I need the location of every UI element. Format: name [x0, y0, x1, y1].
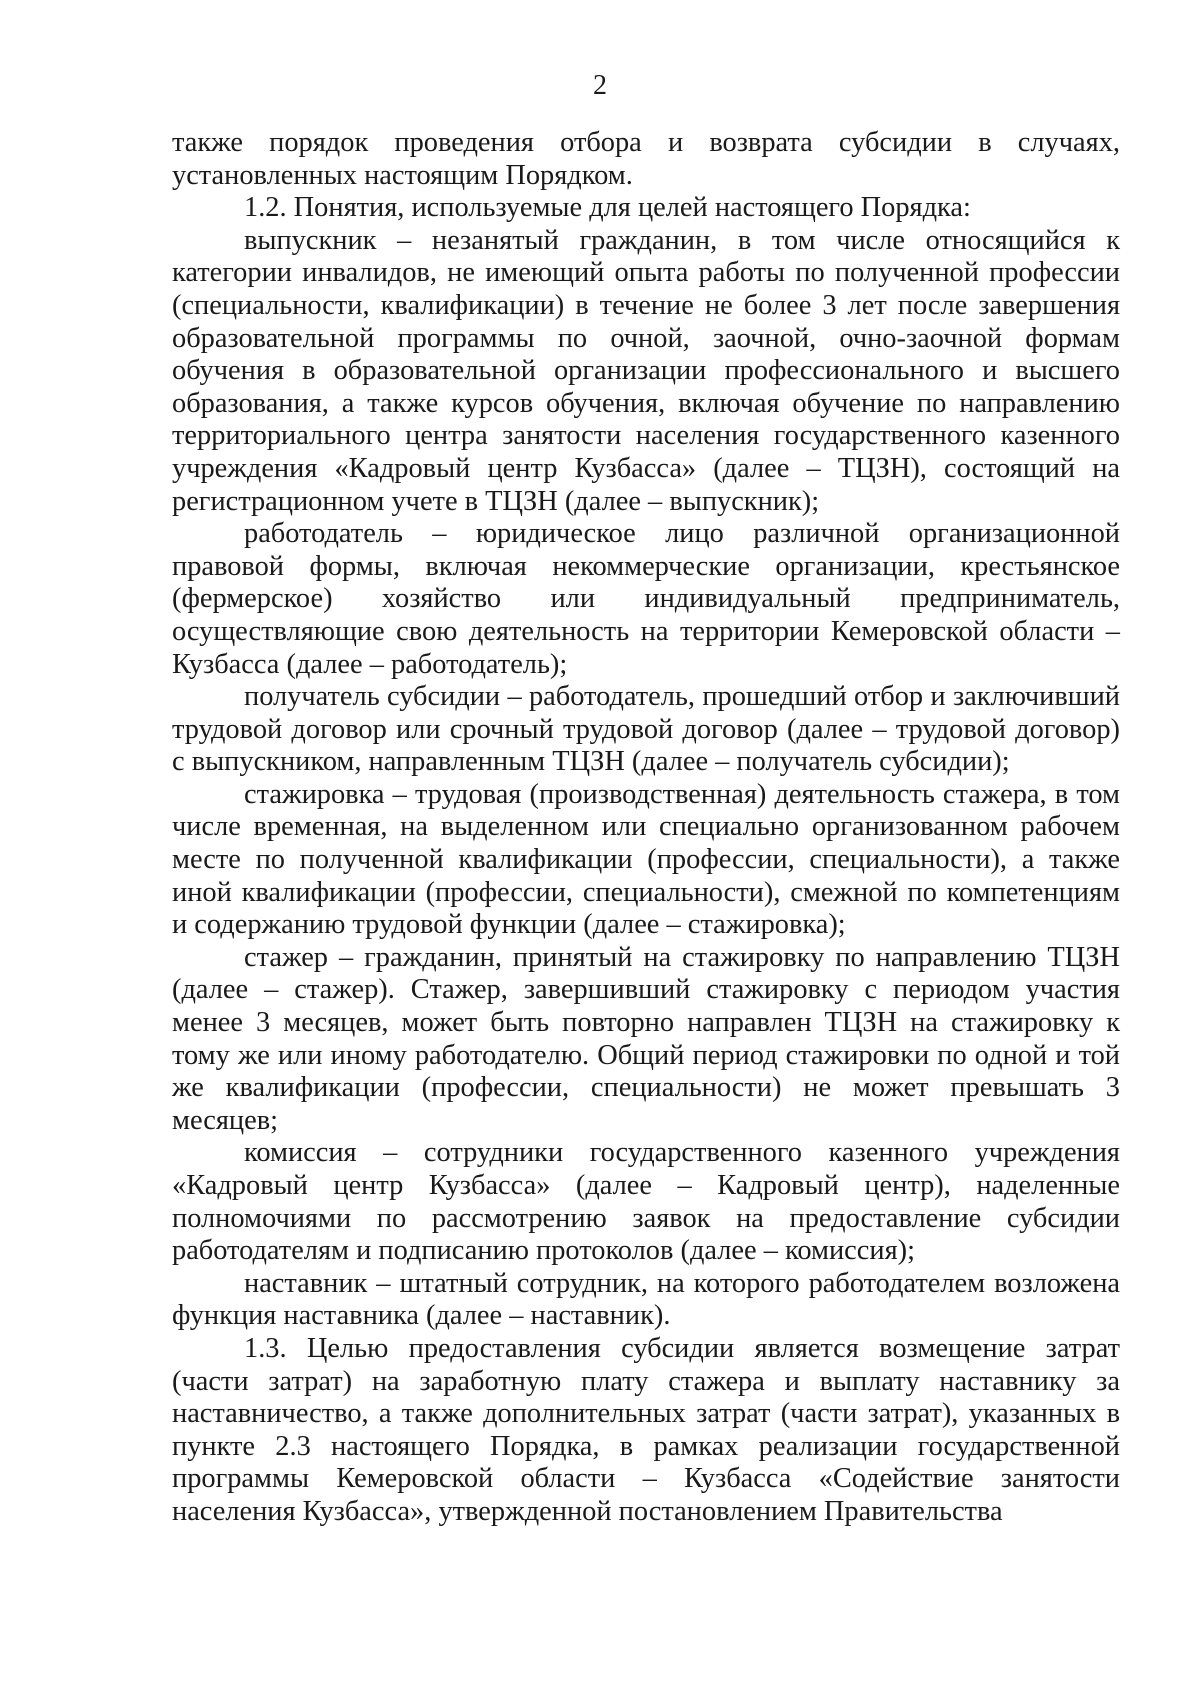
paragraph-definition-commission: комиссия – сотрудники государственного казенного учреждения «Кадровый центр Кузбасса» (далее – Кадровый центр), наделенные полномочиями по рассмотрению заявок на предоставление субсидии работодателям и подписанию протоколов (далее – комиссия);: [172, 1137, 1120, 1267]
paragraph-definition-subsidy-recipient: получатель субсидии – работодатель, прошедший отбор и заключивший трудовой договор или срочный трудовой договор (далее – трудовой договор) с выпускником, направленным ТЦЗН (далее – получатель субсидии);: [172, 681, 1120, 778]
paragraph-section-1-2: 1.2. Понятия, используемые для целей настоящего Порядка:: [244, 192, 971, 224]
paragraph-continuation: также порядок проведения отбора и возврата субсидии в случаях, установленных настоящим Порядком.: [172, 127, 1120, 191]
paragraph-definition-graduate: выпускник – незанятый гражданин, в том числе относящийся к категории инвалидов, не имеющий опыта работы по полученной профессии (специальности, квалификации) в течение не более 3 лет после завершения образовательной программы по очной, заочной, очно-заочной формам обучения в образовательной организации профессионального и высшего образования, а также курсов обучения, включая обучение по направлению территориального центра занятости населения государственного казенного учреждения «Кадровый центр Кузбасса» (далее – ТЦЗН), состоящий на регистрационном учете в ТЦЗН (далее – выпускник);: [172, 224, 1120, 517]
paragraph-definition-mentor: наставник – штатный сотрудник, на которого работодателем возложена функция наставника (далее – наставник).: [172, 1267, 1120, 1332]
paragraph-section-1-3: 1.3. Целью предоставления субсидии является возмещение затрат (части затрат) на заработную плату стажера и выплату наставнику за наставничество, а также дополнительных затрат (части затрат), указанных в пункте 2.3 настоящего Порядка, в рамках реализации государственной программы Кемеровской области – Кузбасса «Содействие занятости населения Кузбасса», утвержденной постановлением Правительства: [172, 1332, 1120, 1527]
paragraph-definition-internship: стажировка – трудовая (производственная) деятельность стажера, в том числе временная, на выделенном или специально организованном рабочем месте по полученной квалификации (профессии, специальности), а также иной квалификации (профессии, специальности), смежной по компетенциям и содержанию трудовой функции (далее – стажировка);: [172, 778, 1120, 941]
document-body: [172, 127, 1120, 1529]
paragraph-definition-intern: стажер – гражданин, принятый на стажировку по направлению ТЦЗН (далее – стажер). Стажер, завершивший стажировку с периодом участия менее 3 месяцев, может быть повторно направлен ТЦЗН на стажировку к тому же или иному работодателю. Общий период стажировки по одной и той же квалификации (профессии, специальности) не может превышать 3 месяцев;: [172, 941, 1120, 1136]
paragraph-definition-employer: работодатель – юридическое лицо различной организационной правовой формы, включая некоммерческие организации, крестьянское (фермерское) хозяйство или индивидуальный предприниматель, осуществляющие свою деятельность на территории Кемеровской области – Кузбасса (далее – работодатель);: [172, 518, 1120, 680]
page-number: 2: [593, 70, 607, 101]
